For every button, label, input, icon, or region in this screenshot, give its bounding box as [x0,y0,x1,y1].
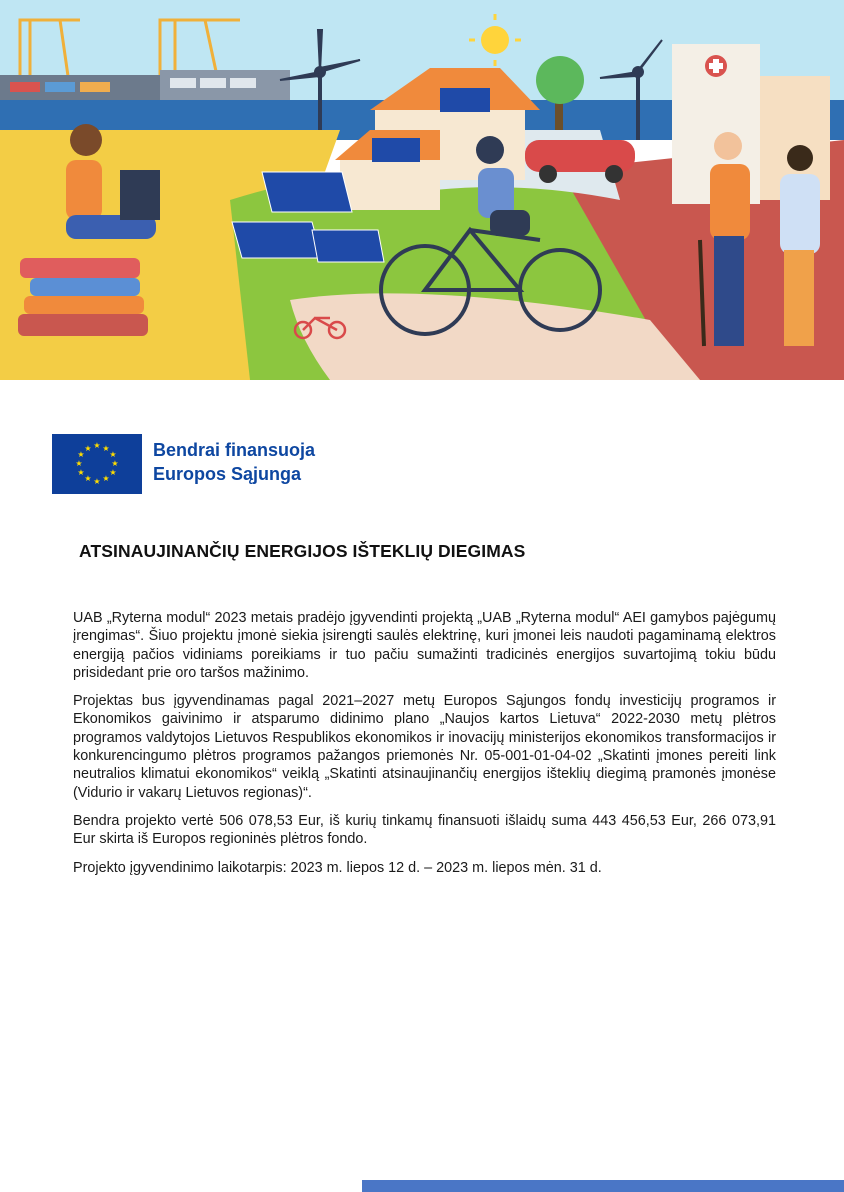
eu-cofunded-text [153,438,315,486]
svg-text:★: ★ [93,477,101,486]
svg-text:★: ★ [77,450,85,459]
paragraph-program: Projektas bus įgyvendinamas pagal 2021–2027 metų Europos Sąjungos fondų investicijų programos ir Ekonomikos gaivinimo ir atsparumo didinimo plano „Naujos kartos Lietuva“ 2022-2030 metų plėtros programos valdytojos Lietuvos Respublikos ekonomikos ir inovacijų ministerijos ekonomikos transformacijos ir konkurencingumo plėtros programos pažangos priemonės Nr. 05-001-01-04-02 „Skatinti įmones pereiti link neutralios klimatui ekonomikos“ veiklą „Skatinti atsinaujinančių energijos išteklių diegimą pramonės įmonėse (Vidurio ir vakarų Lietuvos regionas)“. [73,693,776,801]
svg-text:★: ★ [84,444,92,453]
document-title: ATSINAUJINANČIŲ ENERGIJOS IŠTEKLIŲ DIEGIMAS [79,541,526,561]
paragraph-project-intro: UAB „Ryterna modul“ 2023 metais pradėjo įgyvendinti projektą „UAB „Ryterna modul“ AEI gamybos pajėgumų įrengimas“. Šiuo projektu įmonė siekia įsirengti saulės elektrinę, kuri įmonei leis naudoti pagaminamą elektros energiją pačios vidiniams poreikiams ir tuo pačiu sumažinti tradicinės energijos suvartojimą tokiu būdu prisidedant prie oro taršos mažinimo. [73,610,776,681]
svg-text:★: ★ [93,441,101,450]
svg-text:★: ★ [77,468,85,477]
svg-text:★: ★ [109,468,117,477]
svg-text:★: ★ [84,474,92,483]
svg-text:★: ★ [109,450,117,459]
eu-text-line1: Bendrai finansuoja [153,440,316,460]
svg-text:★: ★ [102,444,110,453]
paragraph-period: Projekto įgyvendinimo laikotarpis: 2023 m. liepos 12 d. – 2023 m. liepos mėn. 31 d. [73,859,602,876]
footer-accent-bar [362,1180,844,1192]
svg-text:★: ★ [102,474,110,483]
hero-illustration [0,0,844,380]
svg-text:★: ★ [111,459,119,468]
svg-text:★: ★ [75,459,83,468]
eu-text-line2: Europos Sąjunga [153,464,302,484]
eu-cofunded-logo [52,434,362,494]
paragraph-budget: Bendra projekto vertė 506 078,53 Eur, iš kurių tinkamų finansuoti išlaidų suma 443 456,53 Eur, 266 073,91 Eur skirta iš Europos regioninės plėtros fondo. [73,812,776,848]
document-body [73,609,776,887]
sun-icon [481,26,509,54]
eu-flag-icon [52,434,142,494]
